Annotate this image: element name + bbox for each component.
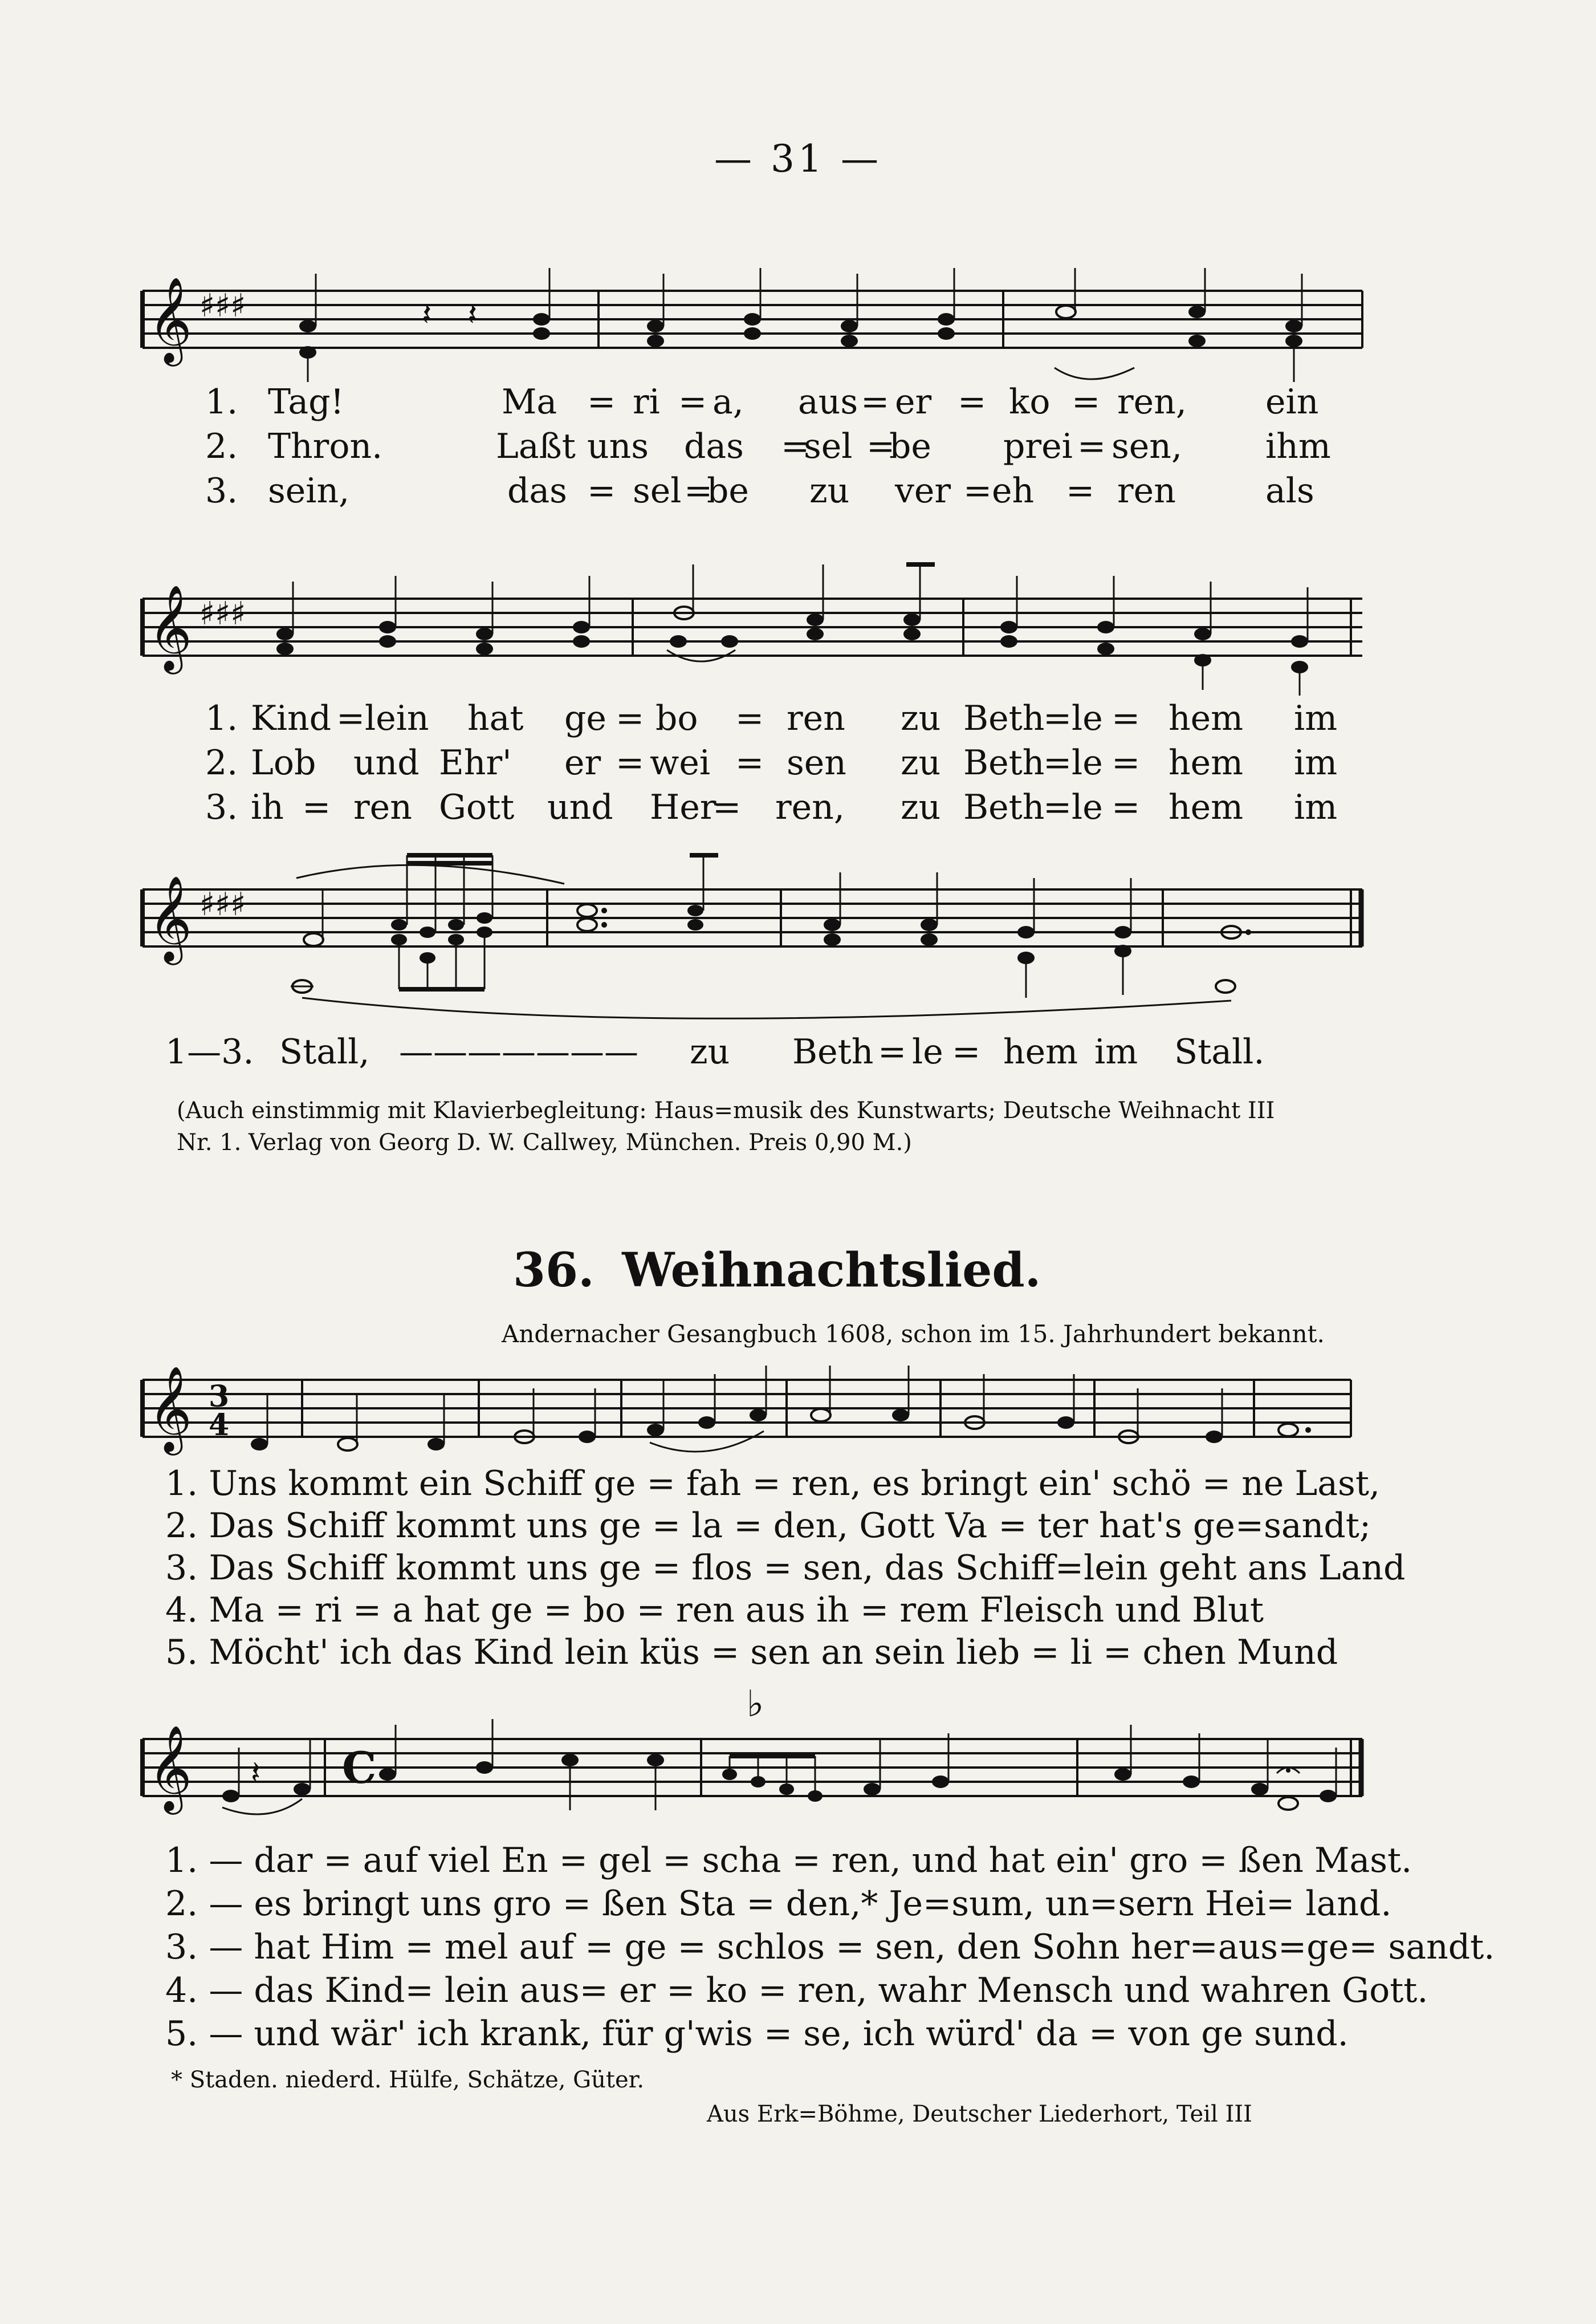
- page-number: — 31 —: [714, 137, 882, 181]
- svg-text:♯♯♯: ♯♯♯: [199, 886, 246, 923]
- svg-text:𝄞: 𝄞: [148, 1365, 192, 1452]
- svg-text:♯♯♯: ♯♯♯: [199, 595, 246, 632]
- publication-note-line-1: (Auch einstimmig mit Klavierbegleitung: Haus=musik des Kunstwarts; Deutsche Weihnacht III: [177, 1098, 1275, 1124]
- svg-text:𝄞: 𝄞: [148, 875, 192, 961]
- music-staff-system-2: [131, 576, 1374, 696]
- svg-text:𝄽: 𝄽: [467, 296, 478, 333]
- time-signature-bottom: 4: [209, 1408, 230, 1443]
- lyrics-system-1: 1. Tag! Ma = ri = a, aus = er = ko = ren, ein 2. Thron. Laßt uns das = sel = be prei = sen, ihm 3. sein, das = sel = be zu ver = eh = ren als: [205, 382, 1331, 511]
- svg-text:𝄞: 𝄞: [148, 276, 192, 363]
- lyrics-system-2: 1. Kind = lein hat ge = bo = ren zu Beth = le = hem im 2. Lob und Ehr' er = wei = sen zu Beth = le = hem im 3. ih = ren Gott und Her = ren, zu Beth = le = hem im: [205, 698, 1338, 827]
- footnote: * Staden. niederd. Hülfe, Schätze, Güter.: [171, 2067, 645, 2093]
- svg-text:C: C: [342, 1742, 377, 1793]
- svg-text:𝄽: 𝄽: [422, 296, 432, 333]
- svg-text:♭: ♭: [747, 1683, 764, 1725]
- publication-note-line-2: Nr. 1. Verlag von Georg D. W. Callwey, München. Preis 0,90 M.): [177, 1130, 912, 1156]
- publication-note: [177, 1095, 1374, 1159]
- song-source: Andernacher Gesangbuch 1608, schon im 15. Jahrhundert bekannt.: [502, 1320, 1325, 1348]
- lyrics-song36-system-1: 1. Uns kommt ein Schiff ge = fah = ren, es bringt ein' schö = ne Last, 2. Das Schiff kommt uns ge = la = den, Gott Va = ter hat's ge=sandt; 3. Das Schiff kommt uns ge = flos = sen, das Schiff=lein geht ans Land 4. Ma = ri = a hat ge = bo = ren aus ih = rem Fleisch und Blut 5. Möcht' ich das Kind lein küs = sen an sein lieb = li = chen Mund: [165, 1464, 1406, 1672]
- lyrics-song36-system-2: 1. — dar = auf viel En = gel = scha = ren, und hat ein' gro = ßen Mast. 2. — es bringt uns gro = ßen Sta = den,* Je=sum, un=sern Hei= land. 3. — hat Him = mel auf = ge = schlos = sen, den Sohn her=aus=ge= sandt. 4. — das Kind= lein aus= er = ko = ren, wahr Mensch und wahren Gott. 5. — und wär' ich krank, für g'wis = se, ich würd' da = von ge sund.: [165, 1840, 1495, 2054]
- music-staff-system-3: [131, 867, 1374, 1015]
- attribution: Aus Erk=Böhme, Deutscher Liederhort, Teil III: [707, 2101, 1252, 2127]
- svg-text:𝄽: 𝄽: [251, 1754, 261, 1791]
- music-staff-song36-system-1: [131, 1357, 1374, 1465]
- song-heading: [513, 1243, 1041, 1298]
- lyrics-system-3: 1—3. Stall, ——————— zu Beth = le = hem im Stall.: [165, 1032, 1265, 1072]
- svg-text:𝄞: 𝄞: [148, 1724, 192, 1811]
- svg-text:𝄞: 𝄞: [148, 584, 192, 671]
- svg-text:♯♯♯: ♯♯♯: [199, 287, 246, 324]
- song-number: 36.: [513, 1243, 595, 1298]
- music-staff-system-1: [131, 268, 1374, 382]
- music-staff-song36-system-2: [131, 1683, 1374, 1830]
- song-title: Weihnachtslied.: [622, 1243, 1041, 1298]
- time-signature-top: 3: [209, 1379, 230, 1414]
